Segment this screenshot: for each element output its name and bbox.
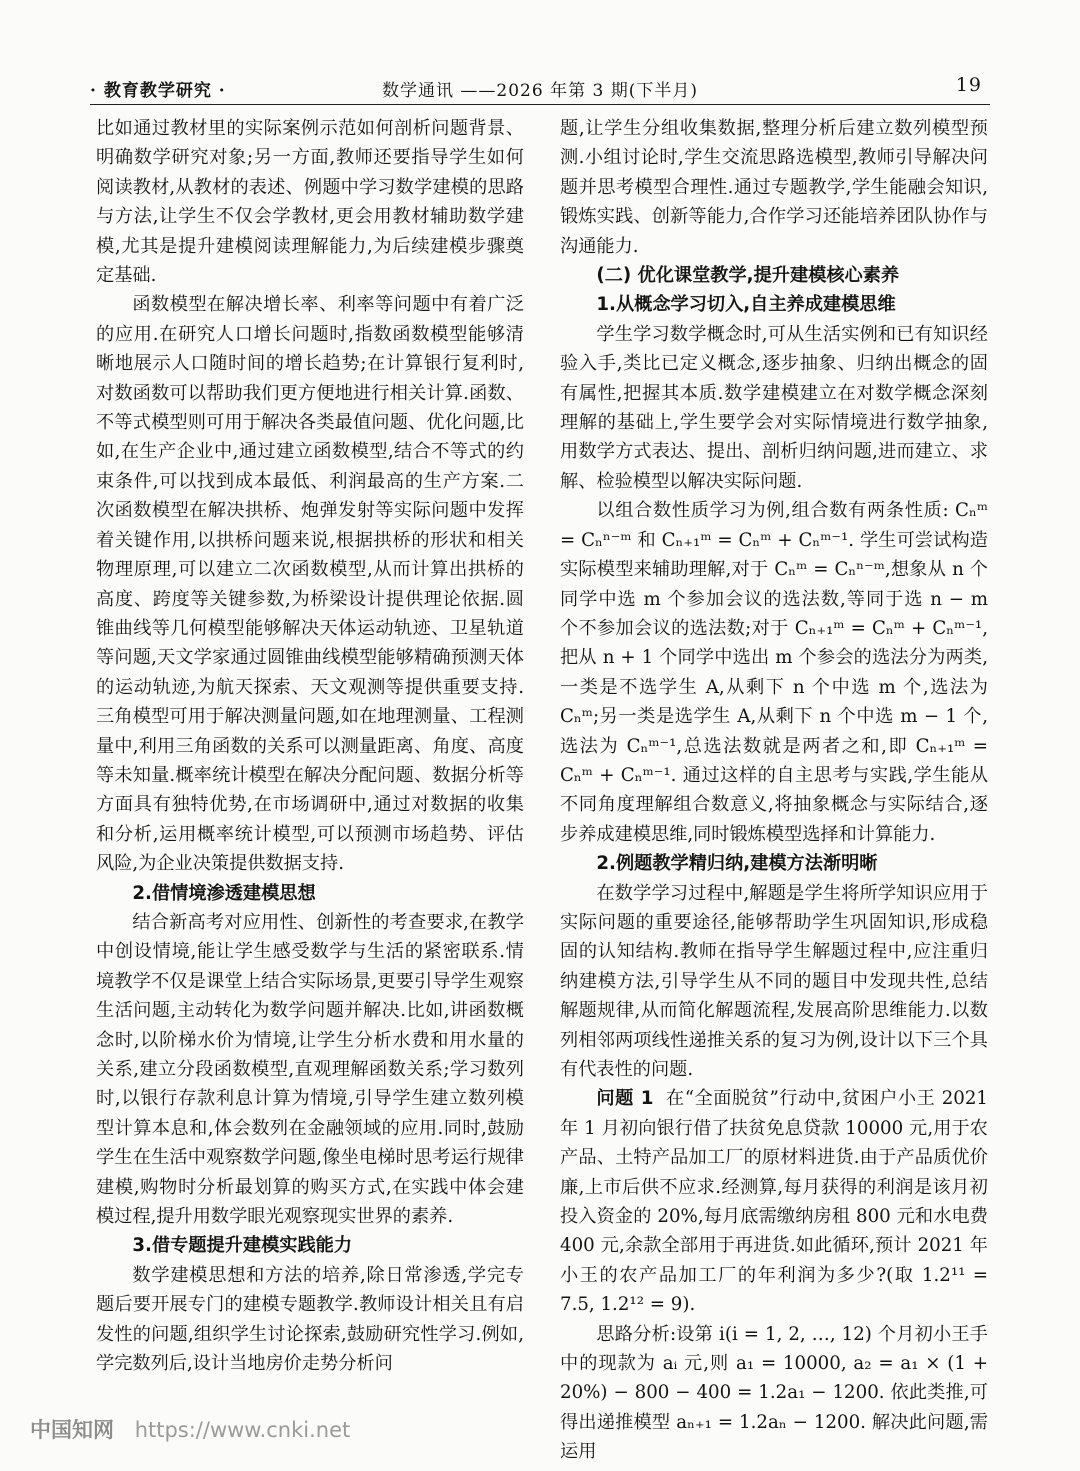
paragraph: 数学建模思想和方法的培养,除日常渗透,学完专题后要开展专门的建模专题教学.教师设计相关且有启发性的问题,组织学生讨论探索,鼓励研究性学习.例如,学完数列后,设计当地房价走势分析问 bbox=[96, 1264, 524, 1375]
paragraph: 函数模型在解决增长率、利率等问题中有着广泛的应用.在研究人口增长问题时,指数函数模型能够清晰地展示人口随时间的增长趋势;在计算银行复利时,对数函数可以帮助我们更方便地进行相关计算.函数、不等式模型则可用于解决各类最值问题、优化问题,比如,在生产企业中,通过建立函数模型,结合不等式的约束条件,可以找到成本最低、利润最高的生产方案.二次函数模型在解决拱桥、炮弹发射等实际问题中发挥着关键作用,以拱桥问题来说,根据拱桥的形状和相关物理原理,可以建立二次函数模型,从而计算出拱桥的高度、跨度等关键参数,为桥梁设计提供理论依据.圆锥曲线等几何模型能够解决天体运动轨迹、卫星轨道等问题,天文学家通过圆锥曲线模型能够精确预测天体的运动轨迹,为航天探索、天文观测等提供重要支持.三角模型可用于解决测量问题,如在地理测量、工程测量中,利用三角函数的关系可以测量距离、角度、高度等未知量.概率统计模型在解决分配问题、数据分析等方面具有独特优势,在市场调研中,通过对数据的收集和分析,运用概率统计模型,可以预测市场趋势、评估风险,为企业决策提供数据支持. bbox=[96, 294, 524, 875]
paragraph: 在数学学习过程中,解题是学生将所学知识应用于实际问题的重要途径,能够帮助学生巩固知识,形成稳固的认知结构.教师在指导学生解题过程中,应注重归纳建模方法,引导学生从不同的题目中发现共性,总结解题规律,从而简化解题流程,发展高阶思维能力.以数列相邻两项线性递推关系的复习为例,设计以下三个具有代表性的问题. bbox=[560, 882, 988, 1080]
subsection-heading: 2.例题教学精归纳,建模方法渐明晰 bbox=[596, 853, 878, 875]
page-number: 19 bbox=[955, 74, 982, 96]
watermark bbox=[30, 1414, 350, 1444]
cnki-url: https://www.cnki.net bbox=[134, 1418, 351, 1442]
section-heading: (二) 优化课堂教学,提升建模核心素养 bbox=[596, 265, 900, 287]
subsection-heading: 3.借专题提升建模实践能力 bbox=[132, 1235, 353, 1257]
left-column bbox=[96, 114, 524, 1378]
paragraph: 题,让学生分组收集数据,整理分析后建立数列模型预测.小组讨论时,学生交流思路选模型,教师引导解决问题并思考模型合理性.通过专题教学,学生能融会知识,锻炼实践、创新等能力,合作学习还能培养团队协作与沟通能力. bbox=[560, 118, 988, 257]
journal-title: 数学通讯 ——2026 年第 3 期(下半月) bbox=[382, 81, 698, 101]
section-label: · 教育教学研究 · bbox=[90, 81, 226, 101]
header-rule bbox=[90, 104, 990, 105]
paragraph: 以组合数性质学习为例,组合数有两条性质: Cₙᵐ = Cₙⁿ⁻ᵐ 和 Cₙ₊₁ᵐ = Cₙᵐ + Cₙᵐ⁻¹. 学生可尝试构造实际模型来辅助理解,对于 Cₙᵐ = Cₙⁿ⁻ᵐ,想象从 n 个同学中选 m 个参加会议的选法数,等同于选 n − m 个不参加会议的选法数;对于 Cₙ₊₁ᵐ = Cₙᵐ + Cₙᵐ⁻¹,把从 n + 1 个同学中选出 m 个参会的选法分为两类,一类是不选学生 A,从剩下 n 个中选 m 个,选法为 Cₙᵐ;另一类是选学生 A,从剩下 n 个中选 m − 1 个,选法为 Cₙᵐ⁻¹,总选法数就是两者之和,即 Cₙ₊₁ᵐ = Cₙᵐ + Cₙᵐ⁻¹. 通过这样的自主思考与实践,学生能从不同角度理解组合数意义,将抽象概念与实际结合,逐步养成建模思维,同时锻炼模型选择和计算能力. bbox=[560, 500, 988, 845]
page-header bbox=[90, 68, 990, 102]
subsection-heading: 1.从概念学习切入,自主养成建模思维 bbox=[596, 294, 896, 316]
right-column bbox=[560, 114, 988, 1467]
paragraph: 比如通过教材里的实际案例示范如何剖析问题背景、明确数学研究对象;另一方面,教师还要指导学生如何阅读教材,从教材的表述、例题中学习数学建模的思路与方法,让学生不仅会学教材,更会用教材辅助数学建模,尤其是提升建模阅读理解能力,为后续建模步骤奠定基础. bbox=[96, 118, 524, 287]
subsection-heading: 2.借情境渗透建模思想 bbox=[132, 882, 316, 904]
paragraph: 思路分析:设第 i(i = 1, 2, …, 12) 个月初小王手中的现款为 aᵢ 元,则 a₁ = 10000, a₂ = a₁ × (1 + 20%) − 800 − 400 = 1.2a₁ − 1200. 依此类推,可得出递推模型 aₙ₊₁ = 1.2aₙ − 1200. 解决此问题,需运用 bbox=[560, 1323, 988, 1463]
problem-text: 在“全面脱贫”行动中,贫困户小王 2021 年 1 月初向银行借了扶贫免息贷款 10000 元,用于农产品、土特产品加工厂的原材料进货.由于产品质优价廉,上市后供不应求.经测算,每月获得的利润是该月初投入资金的 20%,每月底需缴纳房租 800 元和水电费 400 元,余款全部用于再进货.如此循环,预计 2021 年小王的农产品加工厂的年利润为多少?(取 1.2¹¹ = 7.5, 1.2¹² = 9). bbox=[560, 1088, 988, 1316]
problem-label: 问题 1 bbox=[596, 1088, 654, 1110]
paragraph: 学生学习数学概念时,可从生活实例和已有知识经验入手,类比已定义概念,逐步抽象、归纳出概念的固有属性,把握其本质.数学建模建立在对数学概念深刻理解的基础上,学生要学会对实际情境进行数学抽象,用数学方式表达、提出、剖析归纳问题,进而建立、求解、检验模型以解决实际问题. bbox=[560, 323, 988, 492]
paragraph: 结合新高考对应用性、创新性的考查要求,在教学中创设情境,能让学生感受数学与生活的紧密联系.情境教学不仅是课堂上结合实际场景,更要引导学生观察生活问题,主动转化为数学问题并解决.比如,讲函数概念时,以阶梯水价为情境,让学生分析水费和用水量的关系,建立分段函数模型,直观理解函数关系;学习数列时,以银行存款利息计算为情境,引导学生建立数列模型计算本息和,体会数列在金融领域的应用.同时,鼓励学生在生活中观察数学问题,像坐电梯时思考运行规律建模,购物时分析最划算的购买方式,在实践中体会建模过程,提升用数学眼光观察现实世界的素养. bbox=[96, 911, 524, 1228]
cnki-logo-text: 中国知网 bbox=[30, 1418, 114, 1442]
problem-paragraph bbox=[560, 1084, 988, 1319]
